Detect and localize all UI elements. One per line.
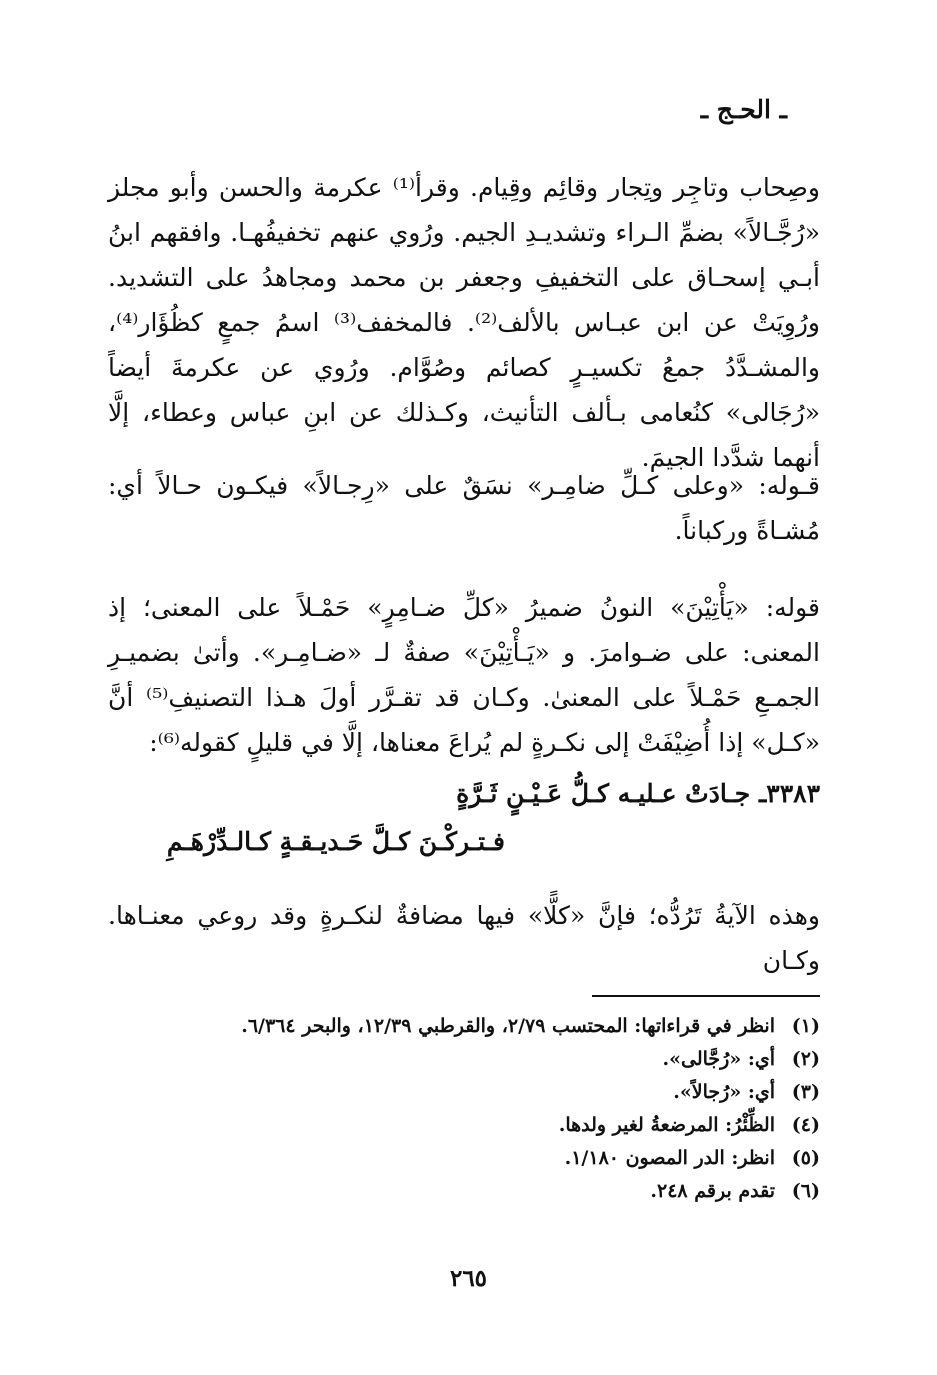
footnote-number: (٥) (791, 1147, 820, 1169)
footnote-item (108, 1043, 820, 1076)
footnote-number: (٤) (791, 1114, 820, 1136)
poetry-verse (108, 770, 820, 866)
footnote-number: (٣) (791, 1081, 820, 1103)
footnote-number: (١) (791, 1015, 820, 1037)
footnote-number: (٢) (791, 1048, 820, 1070)
paragraph-yatina: قوله: «يَأْتِيْنَ» النونُ ضميرُ «كلِّ ضـامِرٍ» حَمْـلاً على المعنى؛ إذ المعنى: على ضـوامرَ. و «يَـأْتِيْنَ» صفةٌ لـ «ضـامِـر». وأتىٰ بضميـرِ الجمـعِ حَمْـلاً على المعنىٰ. وكـان قد تقـرَّر أولَ هـذا التصنيفِ⁽⁵⁾ أنَّ «كـل» إذا أُضِيْفَتْ إلى نكـرةٍ لم يُراعَ معناها، إلَّا في قليلٍ كقوله⁽⁶⁾: (108, 593, 820, 757)
footnote-text: أي: «رُجَّالى». (662, 1048, 775, 1070)
footnote-text: انظر في قراءاتها: المحتسب ٢/٧٩، والقرطبي ١٢/٣٩، والبحر ٦/٣٦٤. (241, 1015, 775, 1037)
footnote-item (108, 1142, 820, 1175)
footnote-item (108, 1175, 820, 1208)
footnote-text: أي: «رُجالاً». (673, 1081, 775, 1103)
paragraph-dhamir: قـوله: «وعلى كـلِّ ضامِـر» نسَقٌ على «رِجـالاً» فيكـون حـالاً أي: مُشـاةً وركباناً. (108, 471, 820, 545)
running-header: ـ الحـج ـ (700, 95, 787, 124)
footnotes-list (108, 1010, 820, 1208)
footnote-text: الظِّئْرُ: المرضعةُ لغير ولدها. (558, 1114, 775, 1136)
page-number: ٢٦٥ (449, 1265, 488, 1292)
verse-first-hemistich: ٣٣٨٣ـ جـادَتْ عـليـه كـلُّ عَـيْـنٍ ثَـرَّةٍ (456, 779, 820, 808)
footnote-item (108, 1010, 820, 1043)
verse-second-hemistich: فـتـركْـنَ كـلَّ حَـديـقـةٍ كـالـدِّرْهَـمِ (166, 827, 505, 856)
footnote-separator (592, 995, 820, 997)
paragraph-after-verse: وهذه الآيةُ تَرُدُّه؛ فإنَّ «كلًّا» فيها مضافةٌ لنكـرةٍ وقد روعي معنـاها. وكـان (108, 901, 820, 975)
footnote-item (108, 1076, 820, 1109)
footnote-text: انظر: الدر المصون ١/١٨٠. (564, 1147, 775, 1169)
paragraph-readings: وصِحاب وتاجِر وتِجار وقائِم وقِيام. وقرأ⁽¹⁾ عكرمة والحسن وأبو مجلز «رُجَّـالاً» بضمِّ الـراء وتشديـدِ الجيم. ورُوي عنهم تخفيفُهـا. وافقهم ابنُ أبـي إسحـاق على التخفيفِ وجعفر بن محمد ومجاهدُ على التشديد. ورُوِيَتْ عن ابن عبـاس بالألف⁽²⁾. فالمخفف⁽³⁾ اسمُ جمعٍ كظُؤَار⁽⁴⁾، والمشـدَّدُ جمعُ تكسيـرٍ كصائم وصُوَّام. ورُوي عن عكرمةَ أيضاً «رُجَالى» كنُعامى بـألف التأنيث، وكـذلك عن ابنِ عباس وعطاء، إلَّا أنهما شدَّدا الجيمَ. (108, 173, 820, 472)
footnote-text: تقدم برقم ٢٤٨. (650, 1180, 775, 1202)
footnote-number: (٦) (791, 1180, 820, 1202)
footnote-item (108, 1109, 820, 1142)
